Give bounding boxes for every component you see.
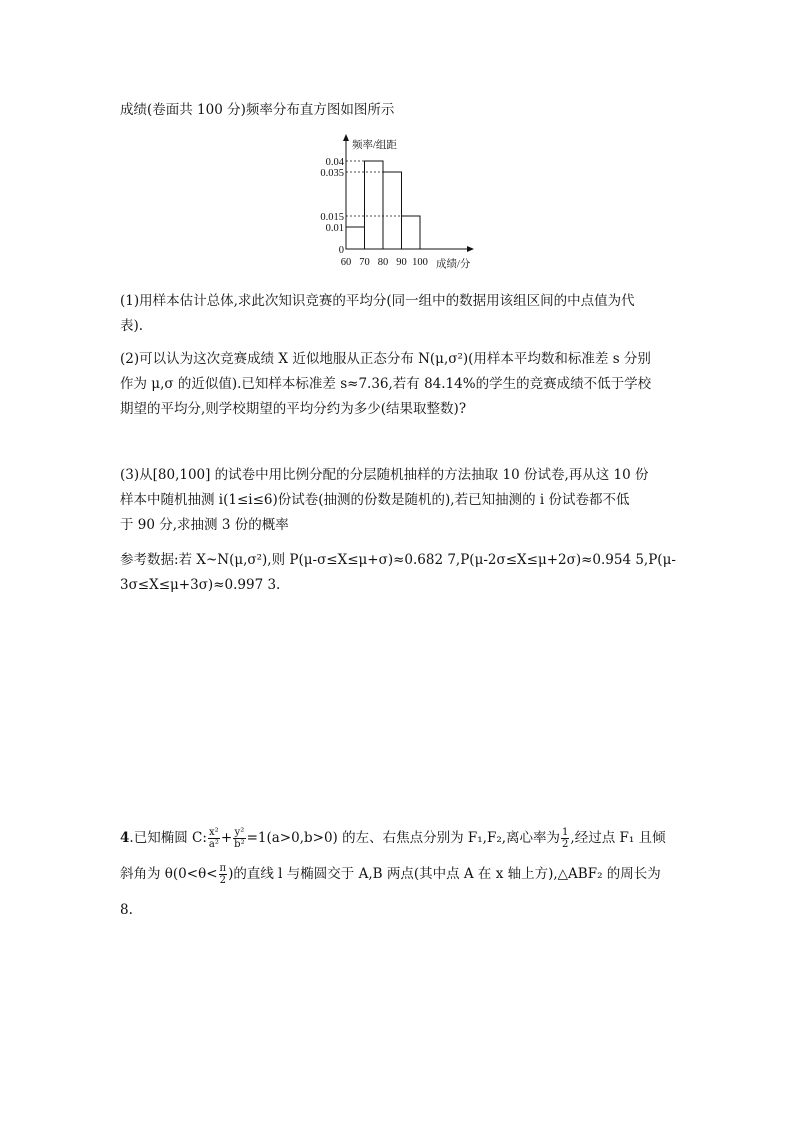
frequency-histogram: [300, 132, 480, 272]
question-2-line-1: (2)可以认为这次竞赛成绩 X 近似地服从正态分布 N(μ,σ²)(用样本平均数和标准差 s 分别: [120, 351, 651, 367]
question-2: [120, 347, 680, 422]
question-4-line-1: [120, 820, 680, 856]
question-3-line-1: (3)从[80,100] 的试卷中用比例分配的分层随机抽样的方法抽取 10 份试卷,再从这 10 份: [120, 467, 649, 483]
question-1-line-1: (1)用样本估计总体,求此次知识竞赛的平均分(同一组中的数据用该组区间的中点值为代: [120, 293, 635, 309]
y-tick-label: 0.01: [325, 223, 344, 234]
reference-data-line-2: 3σ≤X≤μ+3σ)≈0.997 3.: [120, 577, 281, 593]
y-tick-label: 0: [338, 245, 344, 256]
y-tick-label: 0.015: [320, 212, 344, 223]
question-3-line-2: 样本中随机抽测 i(1≤i≤6)份试卷(抽测的份数是随机的),若已知抽测的 i 份试卷都不低: [120, 492, 630, 508]
question-4-middle: =1(a>0,b>0) 的左、右焦点分别为 F₁,F₂,离心率为: [246, 830, 561, 846]
question-4-line-2-prefix: 斜角为 θ(0<θ<: [120, 866, 218, 882]
question-2-line-2: 作为 μ,σ 的近似值).已知样本标准差 s≈7.36,若有 84.14%的学生的竞赛成绩不低于学校: [120, 376, 652, 392]
histogram-bar-2: [383, 172, 402, 249]
fraction-y2-b2: $\frac{\text{y²}}{\text{b²}}$: [234, 827, 245, 850]
question-3-line-3: 于 90 分,求抽测 3 份的概率: [120, 517, 289, 533]
x-axis-arrow-icon: [467, 246, 474, 252]
question-4-prefix: .已知椭圆 C:: [129, 830, 207, 846]
plus-sign: +: [220, 830, 233, 846]
x-tick-label: 90: [396, 257, 407, 268]
fraction-x2-a2: $\frac{\text{x²}}{\text{a²}}$: [208, 827, 219, 850]
histogram-bar-1: [365, 161, 384, 249]
x-tick-label: 60: [340, 257, 352, 268]
fraction-pi-half: $\frac{\pi}{2}$: [219, 863, 227, 886]
question-4-line-2: [120, 856, 680, 892]
reference-data-line-1: 参考数据:若 X~N(μ,σ²),则 P(μ-σ≤X≤μ+σ)≈0.682 7,P(μ-2σ≤X≤μ+2σ)≈0.954 5,P(μ-: [120, 552, 676, 568]
x-axis-label: 成绩/分: [436, 259, 471, 270]
question-4-line-2-tail: )的直线 l 与椭圆交于 A,B 两点(其中点 A 在 x 轴上方),△ABF₂ 的周长为: [228, 866, 661, 882]
y-tick-label: 0.04: [325, 157, 344, 168]
question-4: [120, 820, 680, 928]
histogram-bar-3: [402, 216, 421, 249]
question-4-number: 4: [120, 830, 130, 846]
question-1-line-2: 表).: [120, 318, 144, 334]
x-tick-label: 70: [359, 257, 370, 268]
y-axis-arrow-icon: [343, 134, 349, 141]
intro-text: 成绩(卷面共 100 分)频率分布直方图如图所示: [120, 102, 395, 118]
x-tick-label: 100: [412, 257, 428, 268]
reference-data: [120, 548, 680, 598]
question-1: [120, 289, 680, 339]
y-tick-label: 0.035: [320, 168, 344, 179]
fraction-one-half: $\frac{1}{2}$: [562, 827, 569, 850]
question-2-line-3: 期望的平均分,则学校期望的平均分约为多少(结果取整数)?: [120, 401, 467, 417]
histogram-bar-0: [346, 227, 365, 249]
question-4-line-3: 8.: [120, 902, 133, 918]
y-axis-label: 频率/组距: [352, 140, 397, 151]
x-tick-label: 80: [377, 257, 389, 268]
question-3: [120, 463, 680, 538]
question-4-tail: ,经过点 F₁ 且倾: [570, 830, 666, 846]
